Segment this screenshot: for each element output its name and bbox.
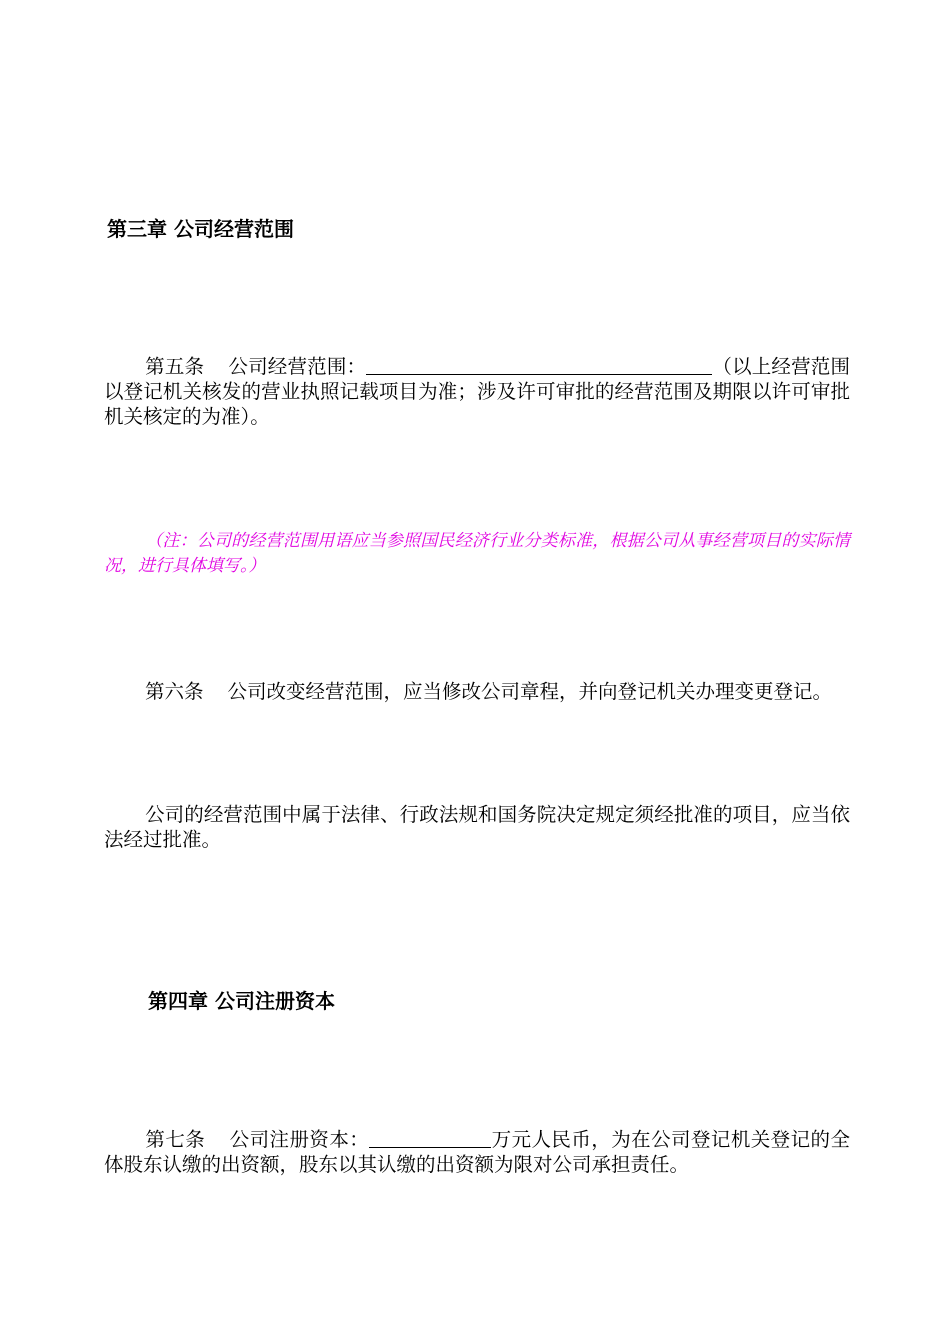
article-5-lead: 公司经营范围： bbox=[228, 355, 367, 378]
chapter-3-heading: 第三章 公司经营范围 bbox=[107, 217, 294, 241]
article-6-paragraph-2 bbox=[104, 802, 850, 852]
chapter-4-heading: 第四章 公司注册资本 bbox=[148, 989, 335, 1013]
business-scope-note bbox=[104, 529, 850, 579]
article-5 bbox=[104, 354, 850, 429]
article-6-label: 第六条 bbox=[145, 680, 204, 703]
article-6-text: 公司改变经营范围，应当修改公司章程，并向登记机关办理变更登记。 bbox=[227, 680, 833, 703]
article-7-tail: 万元人民币，为在公司登记机关登记的全体股东认缴的出资额，股东以其认缴的出资额为限对公司承担责任。 bbox=[104, 1128, 850, 1176]
business-scope-note-text: （注：公司的经营范围用语应当参照国民经济行业分类标准，根据公司从事经营项目的实际情况，进行具体填写。） bbox=[104, 531, 850, 576]
article-5-label: 第五条 bbox=[145, 355, 205, 378]
article-7 bbox=[104, 1127, 850, 1177]
article-7-label: 第七条 bbox=[145, 1128, 206, 1151]
article-5-tail: （以上经营范围以登记机关核发的营业执照记载项目为准；涉及许可审批的经营范围及期限以许可审批机关核定的为准）。 bbox=[104, 355, 850, 428]
article-6-paragraph-2-text: 公司的经营范围中属于法律、行政法规和国务院决定规定须经批准的项目，应当依法经过批准。 bbox=[104, 803, 850, 851]
business-scope-blank bbox=[366, 354, 712, 375]
article-6 bbox=[104, 679, 850, 704]
registered-capital-blank bbox=[369, 1127, 491, 1148]
article-7-lead: 公司注册资本： bbox=[229, 1128, 370, 1151]
